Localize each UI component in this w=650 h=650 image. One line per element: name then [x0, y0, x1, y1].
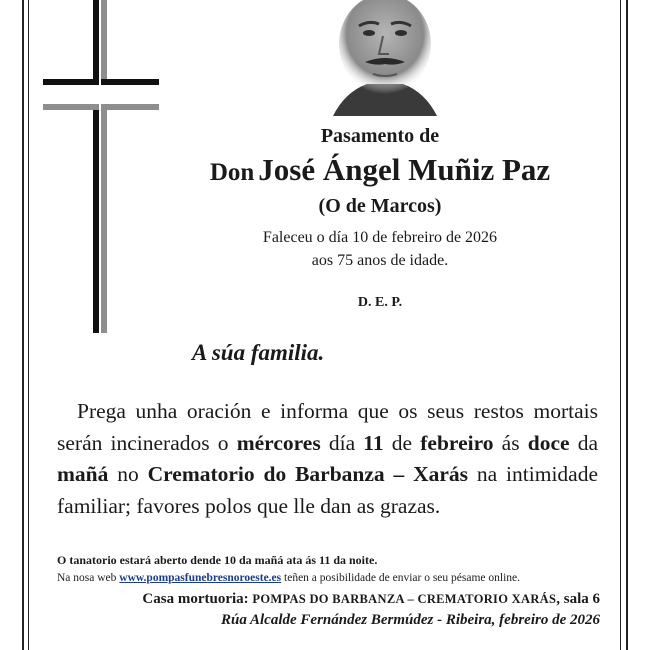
- death-date-line: Faleceu o día 10 de febreiro de 2026: [262, 229, 498, 246]
- full-name: José Ángel Muñiz Paz: [258, 152, 551, 187]
- funeral-home-name: POMPAS DO BARBANZA – CREMATORIO XARÁS: [252, 592, 557, 606]
- rip-text: D. E. P.: [357, 295, 403, 310]
- address-date-line: Rúa Alcalde Fernández Bermúdez - Ribeira, febreiro de 2026: [220, 612, 600, 628]
- nickname: (O de Marcos): [318, 195, 442, 217]
- frame-left-inner: [28, 0, 29, 650]
- tanatorio-hours: O tanatorio estará aberto dende 10 da mañá ata ás 11 da noite.: [57, 553, 378, 567]
- funeral-home-line: Casa mortuoria: POMPAS DO BARBANZA – CREMATORIO XARÁS, sala 6: [142, 591, 600, 607]
- frame-left-outer: [22, 0, 24, 650]
- age-line: aos 75 anos de idade.: [311, 252, 449, 269]
- family-line: A súa familia.: [192, 340, 325, 365]
- portrait-photo: [305, 0, 465, 116]
- ceremony-text: Prega unha oración e informa que os seus restos mortais serán incinerados o mércores día 11 de febreiro ás doce da mañá no Crematorio do Barbanza – Xarás na intimidade familiar; favores polos que lle dan as grazas.: [57, 399, 599, 518]
- condolence-web-note: Na nosa web www.pompasfunebresnoroeste.es teñen a posibilidade de enviar o seu pésame online.: [57, 572, 521, 584]
- honorific: Don: [209, 159, 255, 186]
- notice-title: Pasamento de: [320, 125, 440, 147]
- frame-right-outer: [626, 0, 628, 650]
- deceased-name: [160, 152, 600, 188]
- website-link[interactable]: www.pompasfunebresnoroeste.es: [119, 572, 282, 584]
- frame-right-inner: [620, 0, 621, 650]
